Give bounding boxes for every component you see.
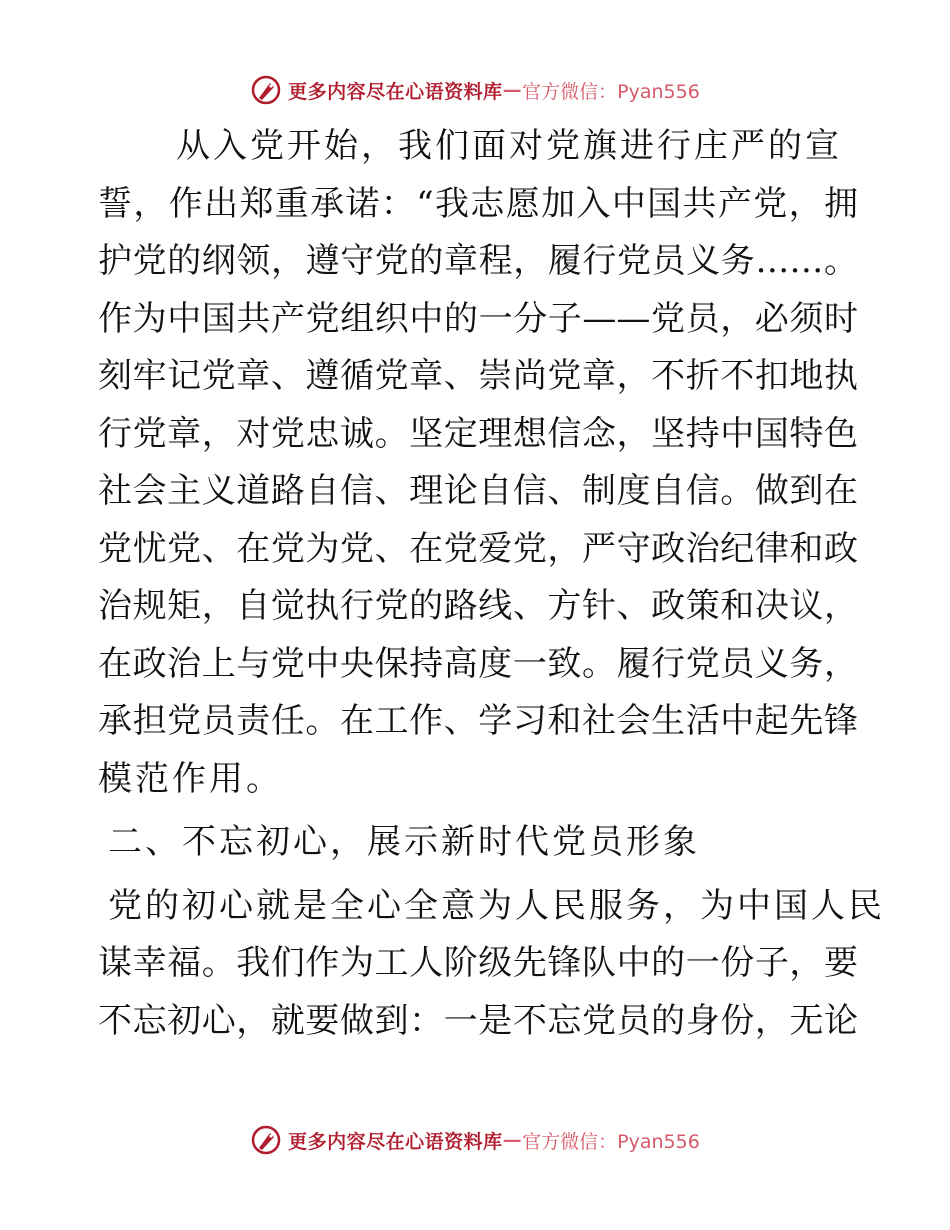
paragraph-1-line-10: 在政治上与党中央保持高度一致。履行党员义务，	[98, 643, 858, 684]
paragraph-2-line-1: 党的初心就是全心全意为人民服务，为中国人民	[108, 885, 885, 926]
header-watermark	[0, 72, 950, 108]
paragraph-1-line-1: 从入党开始，我们面对党旗进行庄严的宣	[176, 126, 842, 166]
section-heading: 二、不忘初心，展示新时代党员形象	[108, 822, 700, 862]
paragraph-2-line-3: 不忘初心，就要做到：一是不忘党员的身份，无论	[98, 1000, 858, 1041]
paragraph-1-line-3: 护党的纲领，遵守党的章程，履行党员义务……。	[98, 241, 858, 281]
paragraph-1-line-11: 承担党员责任。在工作、学习和社会生活中起先锋	[98, 701, 858, 741]
pen-nib-logo-icon	[250, 1124, 282, 1156]
watermark-wechat: 官方微信：Pyan556	[522, 80, 700, 103]
document-body	[98, 118, 885, 1050]
watermark-dash: —	[502, 1129, 523, 1151]
paragraph-1-line-12: 模范作用。	[98, 758, 283, 799]
paragraph-1-line-9: 治规矩，自觉执行党的路线、方针、政策和决议，	[98, 586, 858, 626]
paragraph-2-line-2: 谋幸福。我们作为工人阶级先锋队中的一份子，要	[98, 943, 858, 983]
pen-nib-logo-icon	[250, 74, 282, 106]
watermark-dash: —	[502, 79, 523, 101]
paragraph-1-line-7: 社会主义道路自信、理论自信、制度自信。做到在	[98, 471, 858, 511]
paragraph-1-line-8: 党忧党、在党为党、在党爱党，严守政治纪律和政	[98, 528, 858, 569]
paragraph-1-line-6: 行党章，对党忠诚。坚定理想信念，坚持中国特色	[98, 413, 858, 454]
watermark-title: 更多内容尽在心语资料库	[288, 80, 503, 103]
footer-watermark	[0, 1122, 950, 1158]
paragraph-1-line-5: 刻牢记党章、遵循党章、崇尚党章，不折不扣地执	[98, 356, 858, 396]
paragraph-1-line-2: 誓，作出郑重承诺：“我志愿加入中国共产党，拥	[98, 183, 858, 224]
watermark-title: 更多内容尽在心语资料库	[288, 1130, 503, 1153]
paragraph-1-line-4: 作为中国共产党组织中的一分子——党员，必须时	[98, 298, 858, 339]
watermark-wechat: 官方微信：Pyan556	[522, 1130, 700, 1153]
